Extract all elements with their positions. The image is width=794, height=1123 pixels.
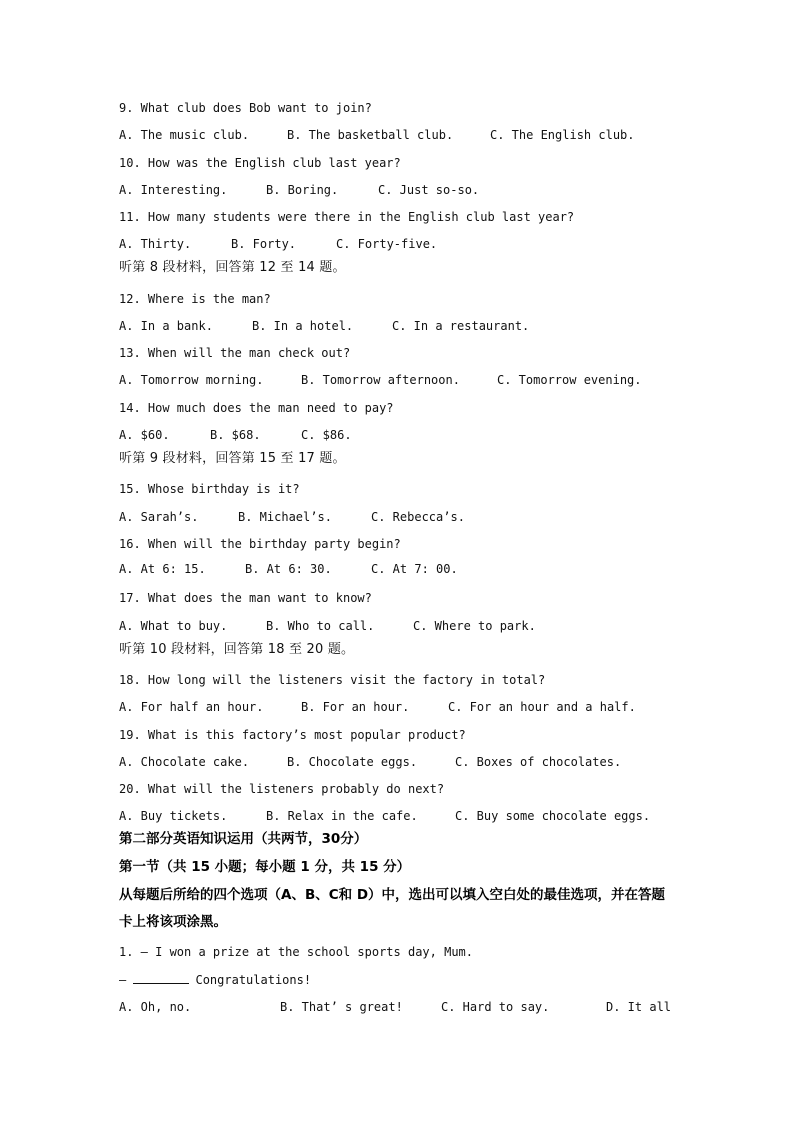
option-b: B. Boring. xyxy=(266,183,339,197)
option-b: B. Chocolate eggs. xyxy=(287,755,418,769)
part2-instruction-line2: 卡上将该项涂黑。 xyxy=(119,914,227,930)
cloze-question-1: 1. — I won a prize at the school sports day, Mum. xyxy=(119,945,474,959)
question-10: 10. How was the English club last year? xyxy=(119,156,401,170)
part2-title: 第二部分英语知识运用（共两节，30分） xyxy=(119,831,368,847)
option-b: B. At 6: 30. xyxy=(245,562,332,576)
option-c: C. Boxes of chocolates. xyxy=(455,755,622,769)
reply-text: Congratulations! xyxy=(195,973,312,987)
option-c: C. For an hour and a half. xyxy=(448,700,636,714)
option-c: C. At 7: 00. xyxy=(371,562,458,576)
cloze-question-1-reply xyxy=(119,973,311,987)
question-20: 20. What will the listeners probably do next? xyxy=(119,782,445,796)
question-16: 16. When will the birthday party begin? xyxy=(119,537,401,551)
option-c: C. Forty-five. xyxy=(336,237,438,251)
option-b: B. That’ s great! xyxy=(280,1000,403,1014)
question-11: 11. How many students were there in the English club last year? xyxy=(119,210,575,224)
question-19: 19. What is this factory’s most popular product? xyxy=(119,728,466,742)
reply-dash: — xyxy=(119,973,127,987)
option-a: A. The music club. xyxy=(119,128,250,142)
option-a: A. Buy tickets. xyxy=(119,809,228,823)
answer-blank xyxy=(133,973,189,984)
option-c: C. In a restaurant. xyxy=(392,319,530,333)
option-b: B. Who to call. xyxy=(266,619,375,633)
option-b: B. For an hour. xyxy=(301,700,410,714)
option-a: A. Thirty. xyxy=(119,237,192,251)
option-c: C. Tomorrow evening. xyxy=(497,373,642,387)
option-c: C. Buy some chocolate eggs. xyxy=(455,809,651,823)
option-a: A. Interesting. xyxy=(119,183,228,197)
section-header-8: 听第 8 段材料，回答第 12 至 14 题。 xyxy=(119,260,346,275)
question-17: 17. What does the man want to know? xyxy=(119,591,372,605)
option-b: B. $68. xyxy=(210,428,261,442)
option-b: B. The basketball club. xyxy=(287,128,454,142)
section-header-10: 听第 10 段材料，回答第 18 至 20 题。 xyxy=(119,642,355,657)
part2-instruction-line1: 从每题后所给的四个选项（A、B、C和 D）中，选出可以填入空白处的最佳选项，并在答题 xyxy=(119,887,666,903)
option-b: B. Forty. xyxy=(231,237,297,251)
question-14: 14. How much does the man need to pay? xyxy=(119,401,394,415)
option-c: C. Rebecca’s. xyxy=(371,510,465,524)
option-a: A. $60. xyxy=(119,428,170,442)
option-a: A. Tomorrow morning. xyxy=(119,373,264,387)
option-a: A. Oh, no. xyxy=(119,1000,192,1014)
option-c: C. $86. xyxy=(301,428,352,442)
cloze-options-1 xyxy=(119,1000,672,1084)
option-a: A. Chocolate cake. xyxy=(119,755,250,769)
option-a: A. In a bank. xyxy=(119,319,213,333)
option-a: A. What to buy. xyxy=(119,619,228,633)
question-9: 9. What club does Bob want to join? xyxy=(119,101,372,115)
option-d: D. It all xyxy=(606,1000,672,1014)
option-b: B. Relax in the cafe. xyxy=(266,809,418,823)
option-c: C. The English club. xyxy=(490,128,635,142)
option-a: A. At 6: 15. xyxy=(119,562,206,576)
option-a: A. For half an hour. xyxy=(119,700,264,714)
question-12: 12. Where is the man? xyxy=(119,292,271,306)
question-13: 13. When will the man check out? xyxy=(119,346,351,360)
option-b: B. Michael’s. xyxy=(238,510,332,524)
option-a: A. Sarah’s. xyxy=(119,510,199,524)
section-header-9: 听第 9 段材料，回答第 15 至 17 题。 xyxy=(119,451,346,466)
question-15: 15. Whose birthday is it? xyxy=(119,482,300,496)
option-c: C. Hard to say. xyxy=(441,1000,550,1014)
option-b: B. Tomorrow afternoon. xyxy=(301,373,460,387)
option-c: C. Just so-so. xyxy=(378,183,480,197)
question-18: 18. How long will the listeners visit the factory in total? xyxy=(119,673,546,687)
part2-section1-title: 第一节（共 15 小题；每小题 1 分，共 15 分） xyxy=(119,859,411,875)
option-c: C. Where to park. xyxy=(413,619,536,633)
option-b: B. In a hotel. xyxy=(252,319,354,333)
